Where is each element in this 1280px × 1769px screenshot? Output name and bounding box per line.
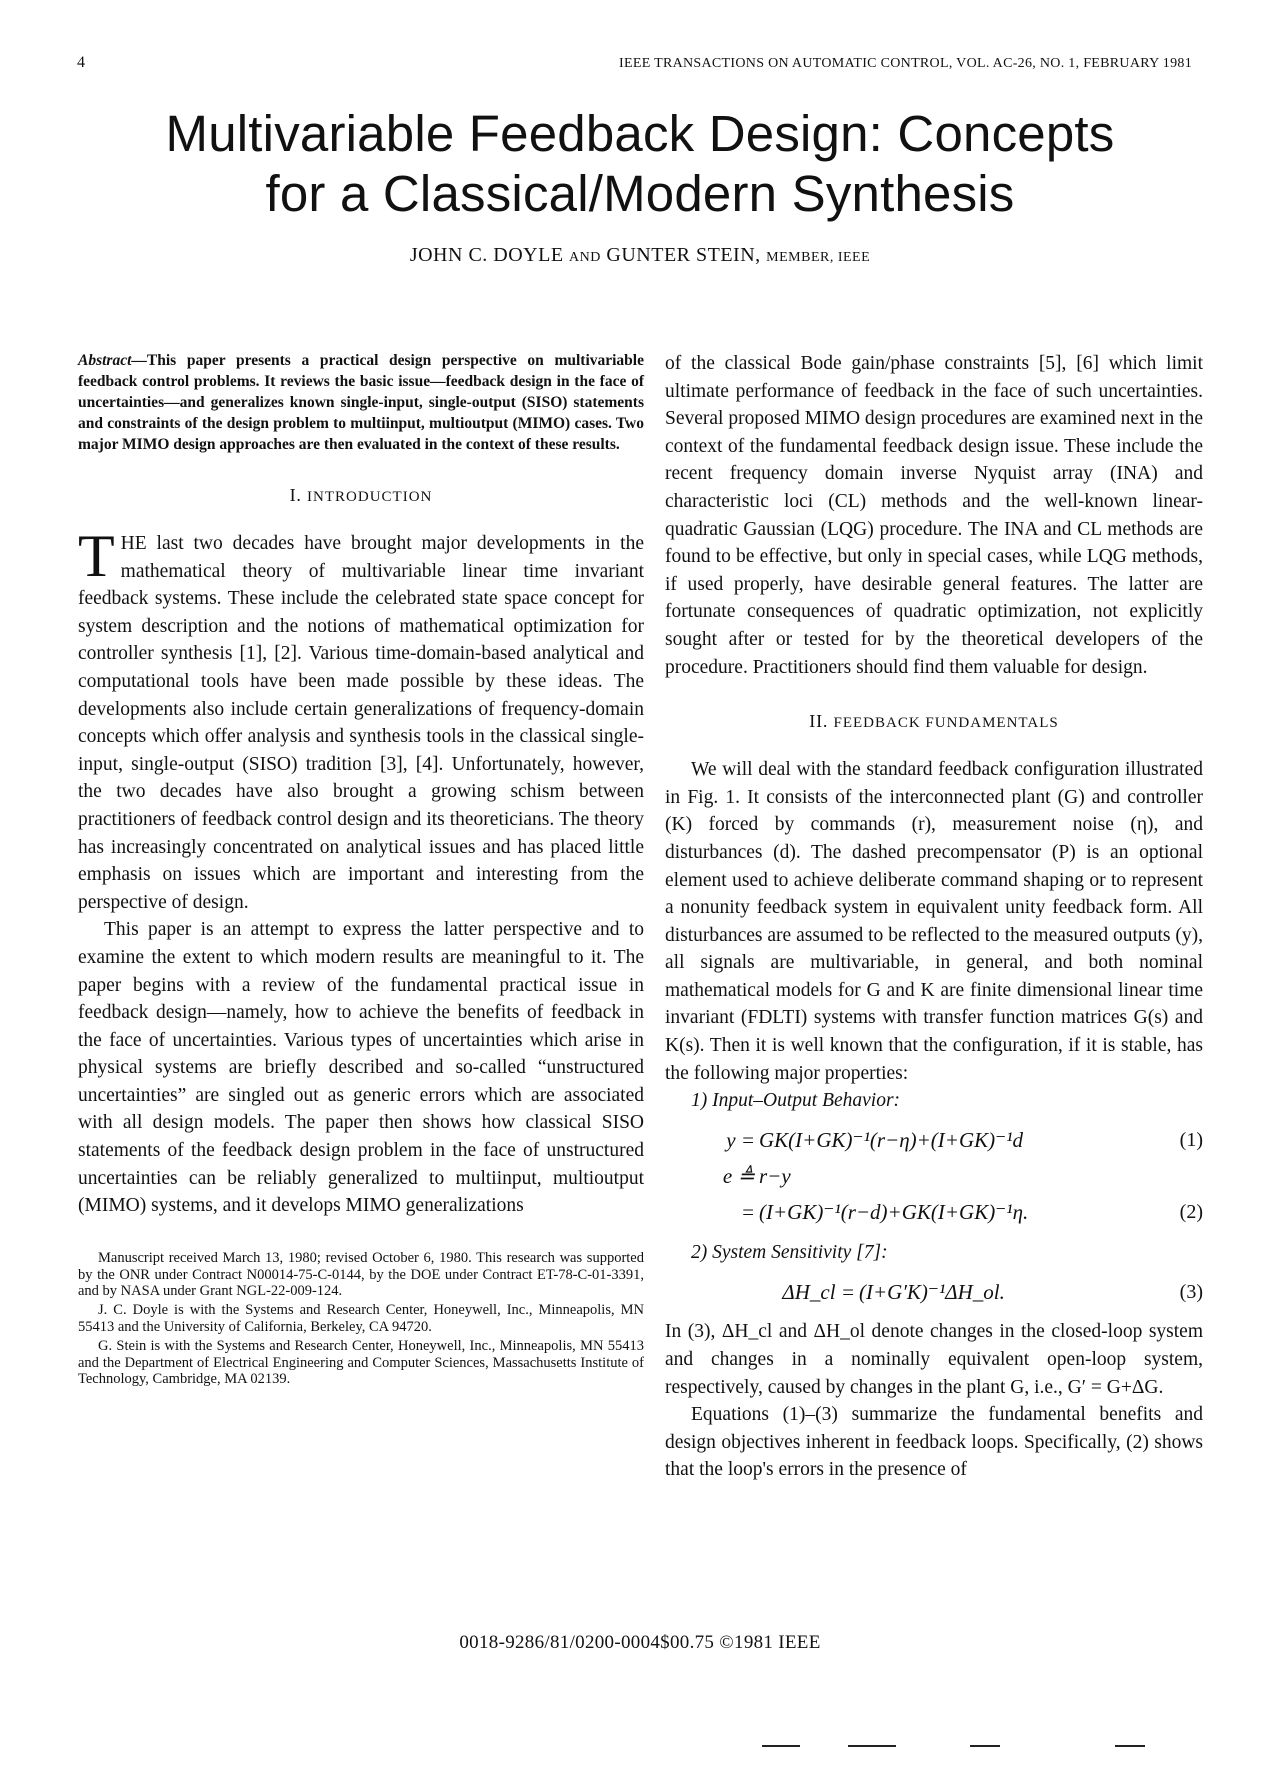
introduction-body <box>78 523 644 1220</box>
section-1-heading <box>78 485 644 506</box>
section-2-title: FEEDBACK FUNDAMENTALS <box>833 715 1059 732</box>
footnotes <box>78 1250 644 1388</box>
equation-3-lhs: ΔH_cl = <box>782 1279 855 1304</box>
fundamentals-paragraph-3: Equations (1)–(3) summarize the fundamental benefits and design objectives inherent in feedback loops. Specifically, (2) shows that the loop's errors in the presence of <box>665 1404 1203 1481</box>
equation-2b <box>665 1195 1203 1231</box>
footnote-stein: G. Stein is with the Systems and Research Center, Honeywell, Inc., Minneapolis, MN 55413 and the Department of Electrical Engineering and Computer Sciences, Massachusetts Institute of Technology, Cambridge, MA 02139. <box>78 1337 644 1388</box>
abstract-text: This paper presents a practical design perspective on multivariable feedback control problems. It reviews the basic issue—feedback design in the face of uncertainties—and generalizes known single-input, single-output (SISO) statements and constraints of the design problem to multiinput, multioutput (MIMO) cases. Two major MIMO design approaches are then evaluated in the context of these results. <box>78 352 644 453</box>
left-column <box>78 350 644 1390</box>
author-membership: MEMBER, IEEE <box>766 250 871 265</box>
title-line-2: for a Classical/Modern Synthesis <box>265 165 1015 222</box>
page-number: 4 <box>77 54 85 71</box>
equation-1-number: (1) <box>1179 1129 1203 1152</box>
paper-title <box>100 104 1180 224</box>
section-1-title: INTRODUCTION <box>307 489 433 505</box>
equation-1-lhs: y = <box>726 1128 755 1153</box>
footnote-doyle: J. C. Doyle is with the Systems and Research Center, Honeywell, Inc., Minneapolis, MN 55413 and the University of California, Berkeley, CA 94720. <box>78 1302 644 1336</box>
feedback-fundamentals-body <box>665 756 1203 1484</box>
equation-3-rhs: (I+G′K)⁻¹ΔH_ol. <box>859 1279 1005 1304</box>
equation-2a <box>665 1159 1203 1195</box>
equation-2a-lhs: e ≜ <box>722 1164 755 1189</box>
equation-3 <box>665 1274 1203 1310</box>
subhead-system-sensitivity: 2) System Sensitivity [7]: <box>691 1241 888 1263</box>
section-1-numeral: I. <box>289 485 302 505</box>
title-line-1: Multivariable Feedback Design: Concepts <box>165 105 1115 162</box>
abstract <box>78 350 644 455</box>
intro-paragraph-2-continued: of the classical Bode gain/phase constraints [5], [6] which limit ultimate performance of feedback in the face of such uncertainties. Several proposed MIMO design procedures are examined next in the context of the fundamental feedback design issue. These include the recent frequency domain inverse Nyquist array (INA) and characteristic loci (CL) methods and the well-known linear-quadratic Gaussian (LQG) procedure. The INA and CL methods are found to be effective, but only in special cases, while LQG methods, if used properly, have desirable general features. The latter are fortunate consequences of quadratic optimization, not explicitly sought after or tested for by the theoretical developers of the procedure. Practitioners should find them valuable for design. <box>665 353 1203 678</box>
right-column <box>665 350 1203 1484</box>
equation-2b-rhs: (I+GK)⁻¹(r−d)+GK(I+GK)⁻¹η. <box>759 1200 1029 1225</box>
intro-continuation <box>665 350 1203 681</box>
equation-2a-rhs: r−y <box>759 1164 791 1189</box>
equation-3-block <box>665 1274 1203 1310</box>
footnote-manuscript: Manuscript received March 13, 1980; revised October 6, 1980. This research was supported by the ONR under Contract N00014-75-C-0144, by the DOE under Contract ET-78-C-01-3391, and by NASA under Grant NGL-22-009-124. <box>78 1249 644 1300</box>
equation-1 <box>665 1123 1203 1159</box>
equation-2-number: (2) <box>1179 1201 1203 1224</box>
section-2-heading <box>665 711 1203 732</box>
author-line <box>100 244 1180 267</box>
author-conjunction: AND <box>569 250 601 265</box>
subhead-input-output: 1) Input–Output Behavior: <box>691 1090 901 1112</box>
running-head: IEEE TRANSACTIONS ON AUTOMATIC CONTROL, VOL. AC-26, NO. 1, FEBRUARY 1981 <box>619 56 1192 71</box>
intro-paragraph-1-text: HE last two decades have brought major developments in the mathematical theory of multivariable linear time invariant feedback systems. These include the celebrated state space concept for system description and the notions of mathematical optimization for controller synthesis [1], [2]. Various time-domain-based analytical and computational tools have been made possible by these ideas. The developments also include certain generalizations of frequency-domain concepts which offer analysis and synthesis tools in the classical single-input, single-output (SISO) tradition [3], [4]. Unfortunately, however, the two decades have also brought a growing schism between practitioners of feedback control design and its theoreticians. The theory has increasingly concentrated on analytical issues and has placed little emphasis on issues which are important and interesting from the perspective of design. <box>78 533 644 913</box>
equations-1-2 <box>665 1123 1203 1231</box>
fundamentals-paragraph-2: In (3), ΔH_cl and ΔH_ol denote changes in the closed-loop system and changes in a nominally equivalent open-loop system, respectively, caused by changes in the plant G, i.e., G′ = G+ΔG. <box>665 1321 1203 1398</box>
equation-2b-lhs: = <box>740 1200 755 1225</box>
abstract-label: Abstract— <box>78 352 147 369</box>
author-doyle: JOHN C. DOYLE <box>409 244 564 266</box>
intro-paragraph-1 <box>78 523 644 916</box>
intro-paragraph-2: This paper is an attempt to express the latter perspective and to examine the extent to which modern results are meaningful to it. The paper begins with a review of the fundamental practical issue in feedback design—namely, how to achieve the benefits of feedback in the face of uncertainties. Various types of uncertainties which arise in physical systems are briefly described and so-called “unstructured uncertainties” are singled out as generic errors which are associated with all design models. The paper then shows how classical SISO statements of the feedback design problem in the face of unstructured uncertainties can be reliably generalized to multiinput, multioutput (MIMO) systems, and it develops MIMO generalizations <box>78 919 644 1217</box>
dropcap-letter: T <box>78 523 115 589</box>
section-2-numeral: II. <box>809 711 829 732</box>
author-stein: GUNTER STEIN, <box>606 244 761 266</box>
equation-1-rhs: GK(I+GK)⁻¹(r−η)+(I+GK)⁻¹d <box>759 1128 1023 1153</box>
copyright-footer: 0018-9286/81/0200-0004$00.75 ©1981 IEEE <box>459 1632 821 1653</box>
bottom-rule-marks <box>0 1745 1280 1755</box>
fundamentals-paragraph-1: We will deal with the standard feedback configuration illustrated in Fig. 1. It consists of the interconnected plant (G) and controller (K) forced by commands (r), measurement noise (η), and disturbances (d). The dashed precompensator (P) is an optional element used to achieve deliberate command shaping or to represent a nonunity feedback system in equivalent unity feedback form. All disturbances are assumed to be reflected to the measured outputs (y), all signals are multivariable, in general, and both nominal mathematical models for G and K are finite dimensional linear time invariant (FDLTI) systems with transfer function matrices G(s) and K(s). Then it is well known that the configuration, if it is stable, has the following major properties: <box>665 759 1203 1084</box>
equation-3-number: (3) <box>1179 1280 1203 1303</box>
